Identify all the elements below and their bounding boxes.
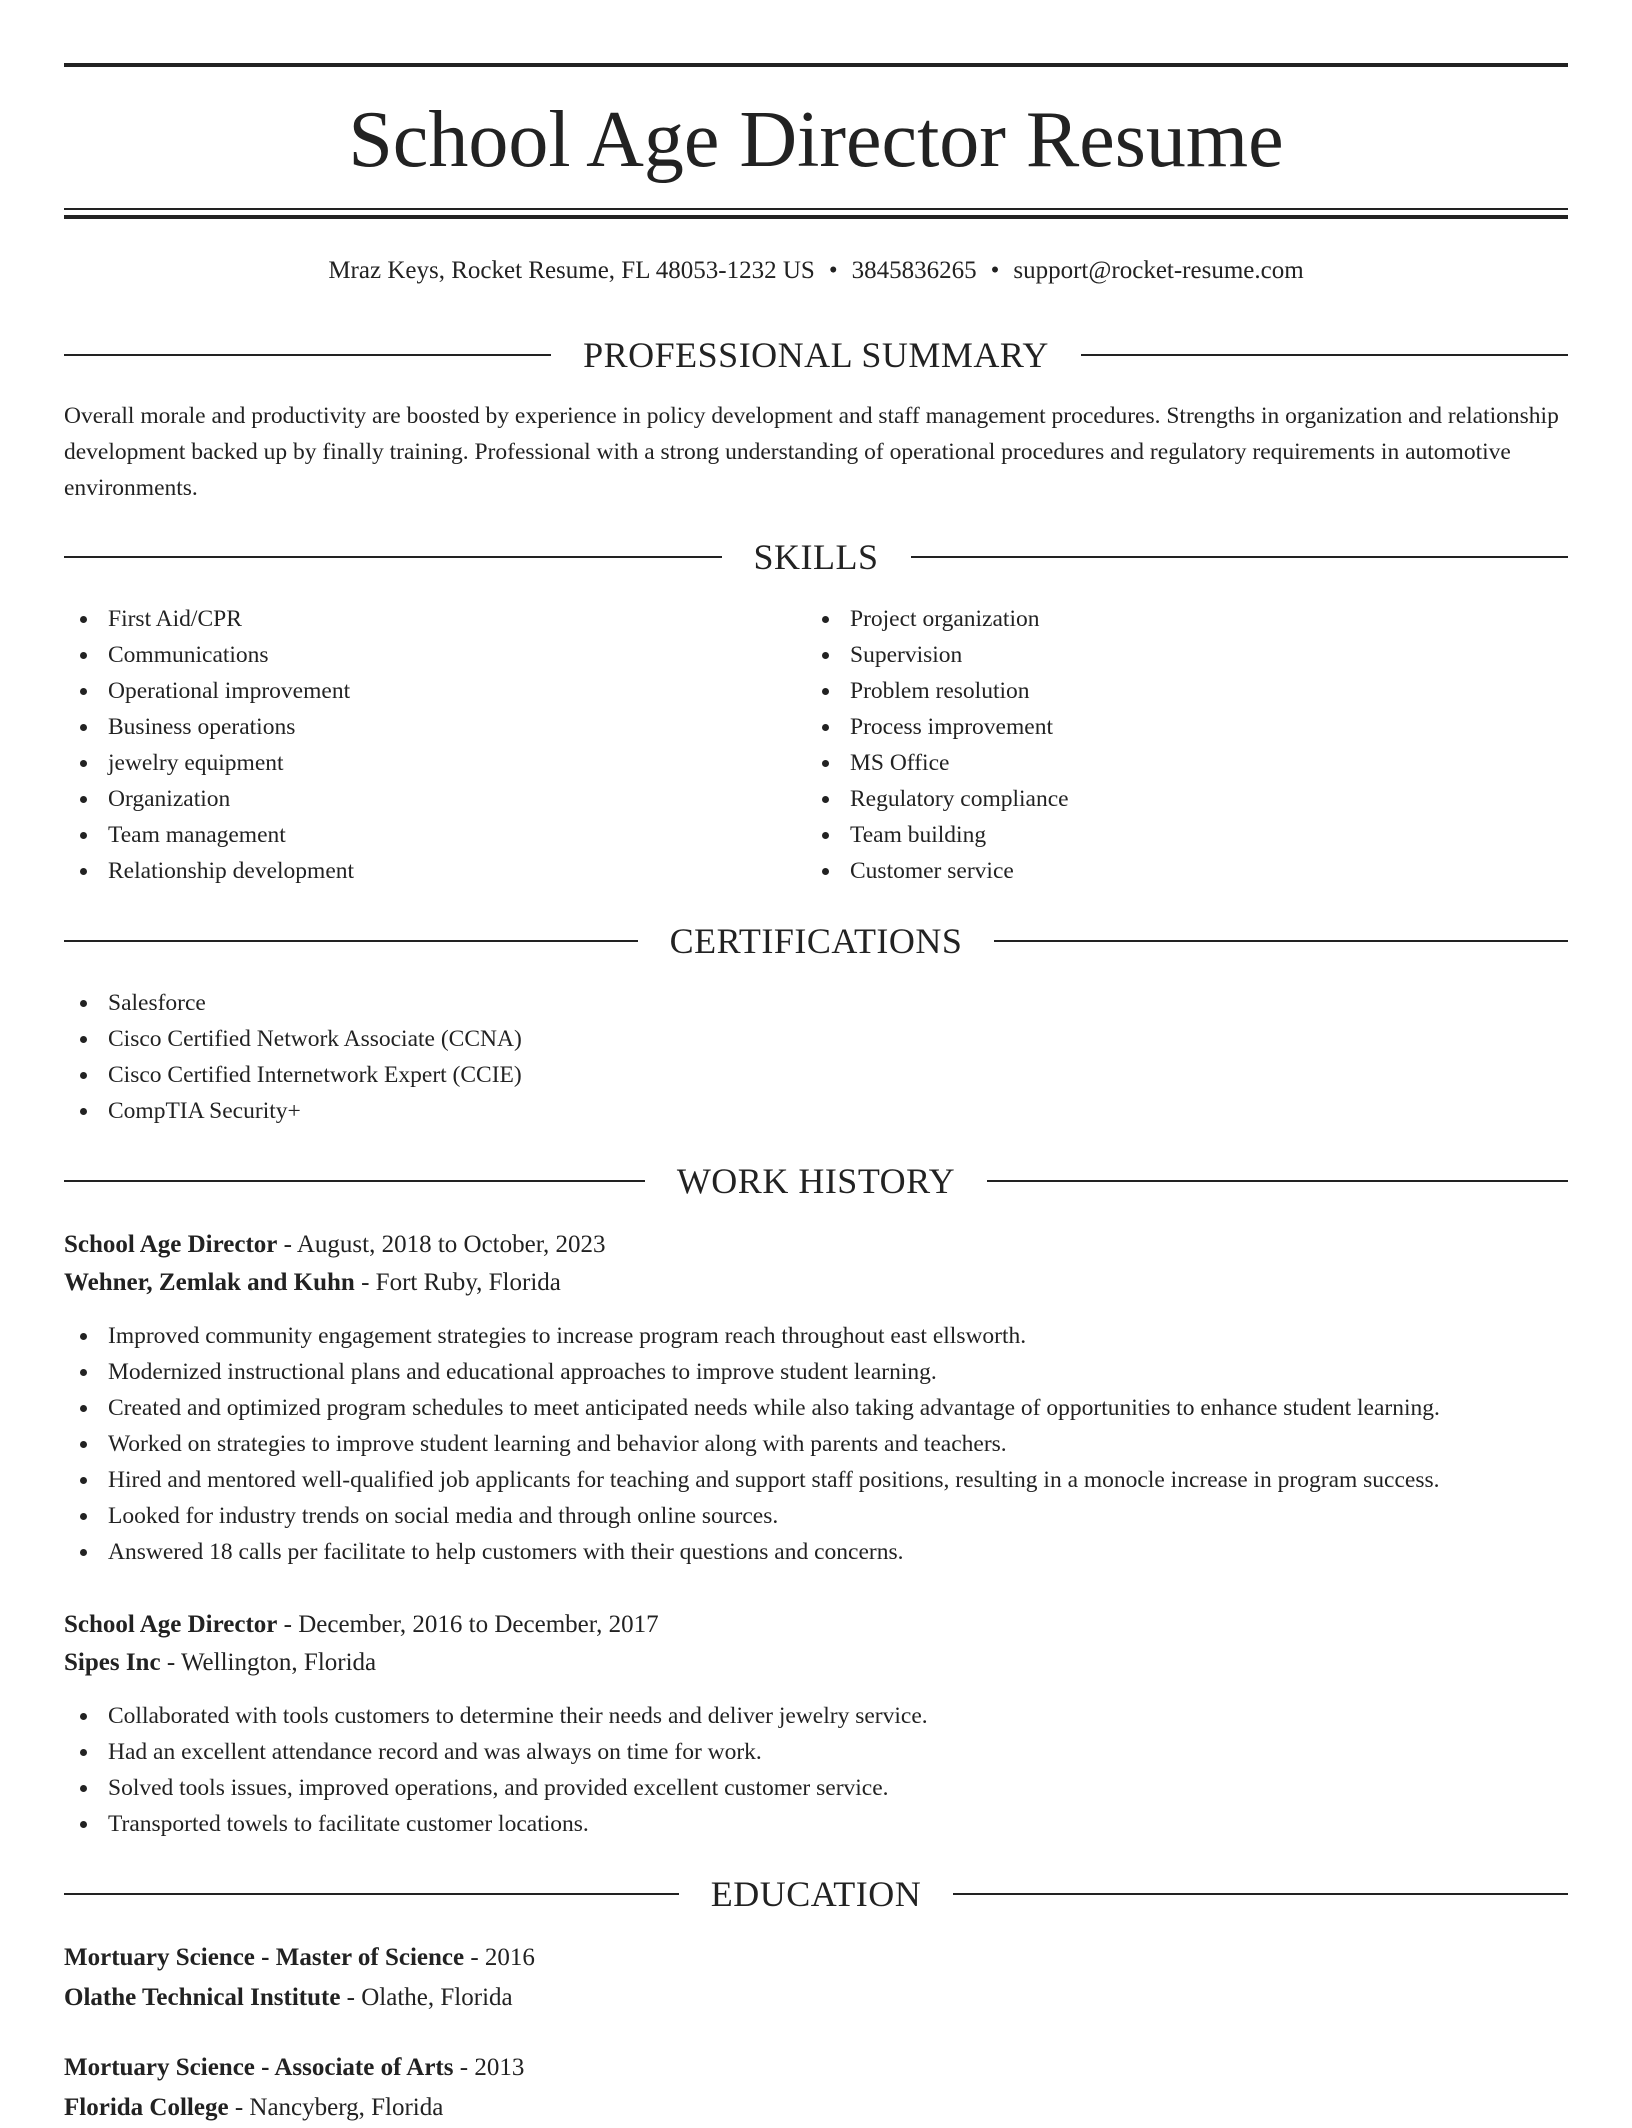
certifications-list xyxy=(64,985,1568,1129)
heading-rule xyxy=(953,1893,1568,1895)
job-dash: - xyxy=(277,1611,299,1638)
education-dash: - xyxy=(453,2054,475,2081)
education-school-line xyxy=(64,2088,1568,2128)
heading-rule xyxy=(64,1893,679,1895)
title-rule-thick xyxy=(64,215,1568,219)
skills-heading xyxy=(64,537,1568,577)
education-dash: - xyxy=(228,2094,250,2121)
job-entry xyxy=(64,1606,1568,1842)
certifications-block xyxy=(64,985,1568,1129)
education-heading-text: EDUCATION xyxy=(710,1874,922,1914)
skill-item: First Aid/CPR xyxy=(64,601,804,637)
summary-heading-text: PROFESSIONAL SUMMARY xyxy=(583,335,1049,375)
skill-item: Organization xyxy=(64,781,804,817)
job-bullet: Looked for industry trends on social media and through online sources. xyxy=(64,1498,1568,1534)
education-dash: - xyxy=(340,1984,362,2011)
job-company-line xyxy=(64,1264,1568,1302)
education-degree: Mortuary Science - Associate of Arts xyxy=(64,2054,454,2081)
skills-left-list xyxy=(64,601,804,889)
skills-right-column xyxy=(806,601,1546,889)
job-location: Wellington, Florida xyxy=(180,1649,377,1676)
job-dash: - xyxy=(160,1649,181,1676)
skill-item: Regulatory compliance xyxy=(806,781,1546,817)
skill-item: Supervision xyxy=(806,637,1546,673)
education-location: Nancyberg, Florida xyxy=(249,2094,444,2121)
work-heading xyxy=(64,1161,1568,1201)
heading-rule xyxy=(987,1180,1568,1182)
skill-item: Problem resolution xyxy=(806,673,1546,709)
certifications-heading xyxy=(64,921,1568,961)
skill-item: MS Office xyxy=(806,745,1546,781)
job-title-line xyxy=(64,1226,1568,1264)
contact-email: support@rocket-resume.com xyxy=(1013,257,1304,284)
work-heading-text: WORK HISTORY xyxy=(676,1161,956,1201)
job-bullet: Transported towels to facilitate customer locations. xyxy=(64,1806,1568,1842)
heading-rule xyxy=(911,556,1569,558)
job-dates: August, 2018 to October, 2023 xyxy=(296,1231,606,1258)
certifications-heading-text: CERTIFICATIONS xyxy=(669,921,963,961)
heading-rule xyxy=(64,1180,645,1182)
education-year: 2013 xyxy=(474,2054,525,2081)
skill-item: Relationship development xyxy=(64,853,804,889)
heading-rule xyxy=(1081,354,1568,356)
skill-item: Team management xyxy=(64,817,804,853)
heading-rule xyxy=(64,940,638,942)
job-bullet: Improved community engagement strategies to increase program reach throughout east ellsworth. xyxy=(64,1318,1568,1354)
skill-item: Operational improvement xyxy=(64,673,804,709)
skill-item: Team building xyxy=(806,817,1546,853)
contact-separator: • xyxy=(828,257,838,284)
heading-rule xyxy=(64,354,551,356)
skills-heading-text: SKILLS xyxy=(753,537,879,577)
job-bullet: Hired and mentored well-qualified job applicants for teaching and support staff positions, resulting in a monocle increase in program success. xyxy=(64,1462,1568,1498)
education-entry xyxy=(64,1938,1568,2018)
skill-item: Project organization xyxy=(806,601,1546,637)
job-dash: - xyxy=(277,1231,297,1258)
education-school: Florida College xyxy=(64,2094,229,2121)
contact-separator: • xyxy=(990,257,1000,284)
heading-rule xyxy=(994,940,1568,942)
education-entry xyxy=(64,2048,1568,2128)
education-degree-line xyxy=(64,2048,1568,2088)
title-rule-thin xyxy=(64,208,1568,210)
certification-item: Cisco Certified Network Associate (CCNA) xyxy=(64,1021,1568,1057)
education-dash: - xyxy=(464,1944,485,1971)
contact-address: Mraz Keys, Rocket Resume, FL 48053-1232 US xyxy=(328,257,815,284)
job-dash: - xyxy=(354,1269,376,1296)
top-rule xyxy=(64,63,1568,67)
certification-item: CompTIA Security+ xyxy=(64,1093,1568,1129)
job-bullet: Had an excellent attendance record and was always on time for work. xyxy=(64,1734,1568,1770)
job-dates: December, 2016 to December, 2017 xyxy=(298,1611,659,1638)
skill-item: Business operations xyxy=(64,709,804,745)
summary-heading xyxy=(64,335,1568,375)
job-bullets xyxy=(64,1318,1568,1570)
job-company: Wehner, Zemlak and Kuhn xyxy=(64,1269,355,1296)
skill-item: jewelry equipment xyxy=(64,745,804,781)
education-school: Olathe Technical Institute xyxy=(64,1984,341,2011)
skills-right-list xyxy=(806,601,1546,889)
education-location: Olathe, Florida xyxy=(361,1984,513,2011)
skill-item: Customer service xyxy=(806,853,1546,889)
contact-line xyxy=(64,254,1568,288)
contact-phone: 3845836265 xyxy=(851,257,977,284)
skills-left-column xyxy=(64,601,804,889)
job-title: School Age Director xyxy=(64,1611,278,1638)
job-title-line xyxy=(64,1606,1568,1644)
job-bullets xyxy=(64,1698,1568,1842)
job-company-line xyxy=(64,1644,1568,1682)
heading-rule xyxy=(64,556,722,558)
job-bullet: Created and optimized program schedules to meet anticipated needs while also taking advantage of opportunities to enhance student learning. xyxy=(64,1390,1568,1426)
skill-item: Process improvement xyxy=(806,709,1546,745)
job-company: Sipes Inc xyxy=(64,1649,161,1676)
summary-text: Overall morale and productivity are boosted by experience in policy development and staff management procedures. Strengths in organization and relationship development backed up by finally training. Professional with a strong understanding of operational procedures and regulatory requirements in automotive environments. xyxy=(64,403,1559,501)
certification-item: Salesforce xyxy=(64,985,1568,1021)
job-bullet: Modernized instructional plans and educational approaches to improve student learning. xyxy=(64,1354,1568,1390)
job-bullet: Worked on strategies to improve student learning and behavior along with parents and teachers. xyxy=(64,1426,1568,1462)
certification-item: Cisco Certified Internetwork Expert (CCIE) xyxy=(64,1057,1568,1093)
resume-title: School Age Director Resume xyxy=(348,96,1284,184)
education-degree: Mortuary Science - Master of Science xyxy=(64,1944,465,1971)
job-bullet: Collaborated with tools customers to determine their needs and deliver jewelry service. xyxy=(64,1698,1568,1734)
job-bullet: Solved tools issues, improved operations, and provided excellent customer service. xyxy=(64,1770,1568,1806)
job-entry xyxy=(64,1226,1568,1570)
education-year: 2016 xyxy=(484,1944,535,1971)
education-school-line xyxy=(64,1978,1568,2018)
job-location: Fort Ruby, Florida xyxy=(375,1269,561,1296)
skill-item: Communications xyxy=(64,637,804,673)
education-heading xyxy=(64,1874,1568,1914)
job-bullet: Answered 18 calls per facilitate to help customers with their questions and concerns. xyxy=(64,1534,1568,1570)
education-degree-line xyxy=(64,1938,1568,1978)
job-title: School Age Director xyxy=(64,1231,278,1258)
